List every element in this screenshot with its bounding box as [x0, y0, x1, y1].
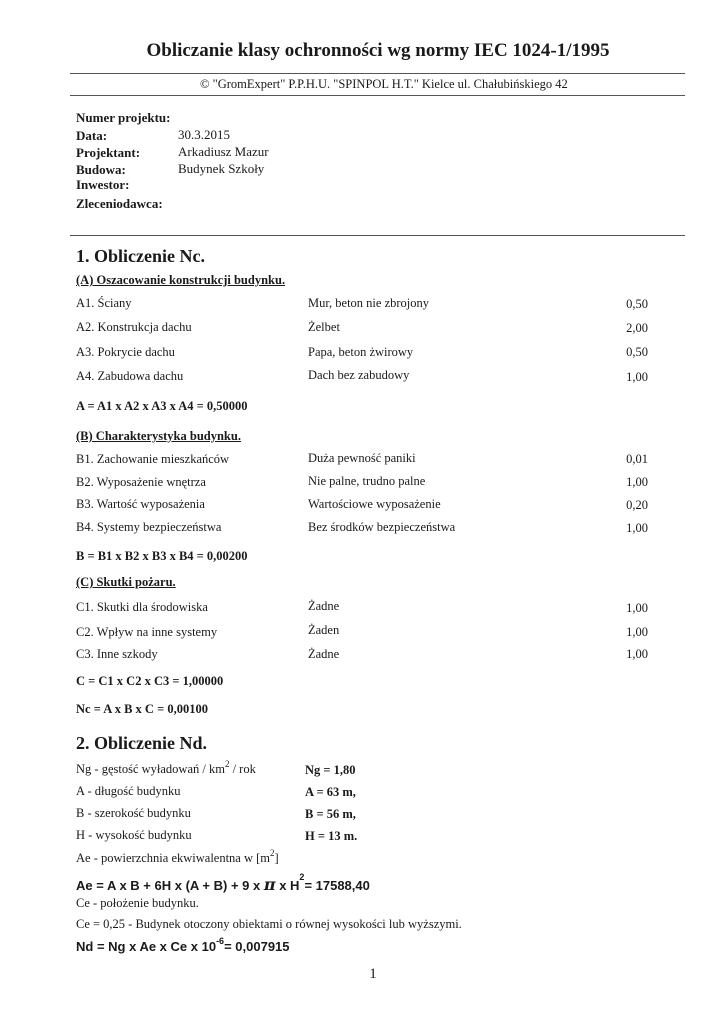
- ce-label: Ce - położenie budynku.: [76, 896, 199, 910]
- section-a-title: (A) Oszacowanie konstrukcji budynku.: [76, 273, 286, 287]
- row-c2-name: C2. Wpływ na inne systemy: [76, 625, 218, 639]
- row-a4-name: A4. Zabudowa dachu: [76, 369, 184, 383]
- ae-formula: Ae = A x B + 6H x (A + B) + 9 x π x $H^2= 17588,40$: [76, 872, 370, 894]
- pi-symbol: π: [263, 875, 276, 894]
- row-b3-value: 0,20: [626, 498, 648, 512]
- row-a4-value: 1,00: [626, 370, 648, 384]
- width-label: B - szerokość budynku: [76, 806, 191, 820]
- nd-formula: Nd = Ng x Ae x Ce x $10^{-6}= 0,007915$: [76, 936, 290, 954]
- row-a2-name: A2. Konstrukcja dachu: [76, 320, 192, 334]
- row-a1-name: A1. Ściany: [76, 296, 132, 310]
- investor-label: Inwestor:: [76, 177, 130, 192]
- row-c1-name: C1. Skutki dla środowiska: [76, 600, 208, 614]
- row-c1-desc: Żadne: [308, 599, 340, 613]
- formula-nc: Nc = A x B x C = 0,00100: [76, 702, 208, 716]
- row-a2-desc: Żelbet: [308, 320, 340, 334]
- row-b1-name: B1. Zachowanie mieszkańców: [76, 452, 230, 466]
- length-label: A - długość budynku: [76, 784, 181, 798]
- date-label: Data:: [76, 128, 108, 143]
- page-number: 1: [369, 966, 377, 982]
- ce-value: Ce = 0,25 - Budynek otoczony obiektami o równej wysokości lub wyższymi.: [76, 917, 462, 931]
- row-a1-value: 0,50: [626, 297, 648, 311]
- building-label: Budowa:: [76, 162, 126, 177]
- row-b1-value: 0,01: [626, 452, 648, 466]
- row-a3-desc: Papa, beton żwirowy: [308, 345, 414, 359]
- row-b2-desc: Nie palne, trudno palne: [308, 474, 426, 488]
- row-a3-value: 0,50: [626, 345, 648, 359]
- row-b4-value: 1,00: [626, 521, 648, 535]
- row-a1-desc: Mur, beton nie zbrojony: [308, 296, 430, 310]
- formula-c: C = C1 x C2 x C3 = 1,00000: [76, 674, 224, 688]
- client-label: Zleceniodawca:: [76, 196, 163, 211]
- row-b3-desc: Wartościowe wyposażenie: [308, 497, 441, 511]
- project-number-label: Numer projektu:: [76, 110, 171, 125]
- row-b2-value: 1,00: [626, 475, 648, 489]
- designer-value: Arkadiusz Mazur: [178, 144, 269, 159]
- row-c3-value: 1,00: [626, 647, 648, 661]
- row-c3-name: C3. Inne szkody: [76, 647, 158, 661]
- row-c2-desc: Żaden: [308, 623, 340, 637]
- section-b-title: (B) Charakterystyka budynku.: [76, 429, 241, 443]
- section-rule: [70, 235, 685, 236]
- row-b4-desc: Bez środków bezpieczeństwa: [308, 520, 456, 534]
- length-value: A = 63 m,: [305, 785, 356, 799]
- document-title: Obliczanie klasy ochronności wg normy IEC 1024-1/1995: [146, 40, 610, 61]
- section1-title: 1. Obliczenie Nc.: [76, 246, 205, 266]
- width-value: B = 56 m,: [305, 807, 356, 821]
- copyright-line: © "GromExpert" P.P.H.U. "SPINPOL H.T." Kielce ul. Chałubińskiego 42: [200, 77, 568, 91]
- row-b3-name: B3. Wartość wyposażenia: [76, 497, 205, 511]
- formula-a: A = A1 x A2 x A3 x A4 = 0,50000: [76, 399, 248, 413]
- formula-b: B = B1 x B2 x B3 x B4 = 0,00200: [76, 549, 248, 563]
- ng-value: Ng = 1,80: [305, 763, 356, 777]
- row-a2-value: 2,00: [626, 321, 648, 335]
- designer-label: Projektant:: [76, 145, 141, 160]
- row-b1-desc: Duża pewność paniki: [308, 451, 416, 465]
- row-a4-desc: Dach bez zabudowy: [308, 368, 410, 382]
- row-b2-name: B2. Wyposażenie wnętrza: [76, 475, 206, 489]
- ng-label: Ng - gęstość wyładowań / $km^2$ / rok: [76, 759, 256, 776]
- date-value: 30.3.2015: [178, 127, 230, 142]
- section-c-title: (C) Skutki pożaru.: [76, 575, 176, 589]
- height-value: H = 13 m.: [305, 829, 358, 843]
- height-label: H - wysokość budynku: [76, 828, 192, 842]
- ae-label: Ae - powierzchnia ekwiwalentna w $[m^2]$: [76, 848, 279, 865]
- row-a3-name: A3. Pokrycie dachu: [76, 345, 175, 359]
- row-c3-desc: Żadne: [308, 647, 340, 661]
- row-b4-name: B4. Systemy bezpieczeństwa: [76, 520, 222, 534]
- building-value: Budynek Szkoły: [178, 161, 265, 176]
- header-rule-top: [70, 73, 685, 74]
- row-c1-value: 1,00: [626, 601, 648, 615]
- header-rule-bottom: [70, 95, 685, 96]
- row-c2-value: 1,00: [626, 625, 648, 639]
- section2-title: 2. Obliczenie Nd.: [76, 733, 207, 753]
